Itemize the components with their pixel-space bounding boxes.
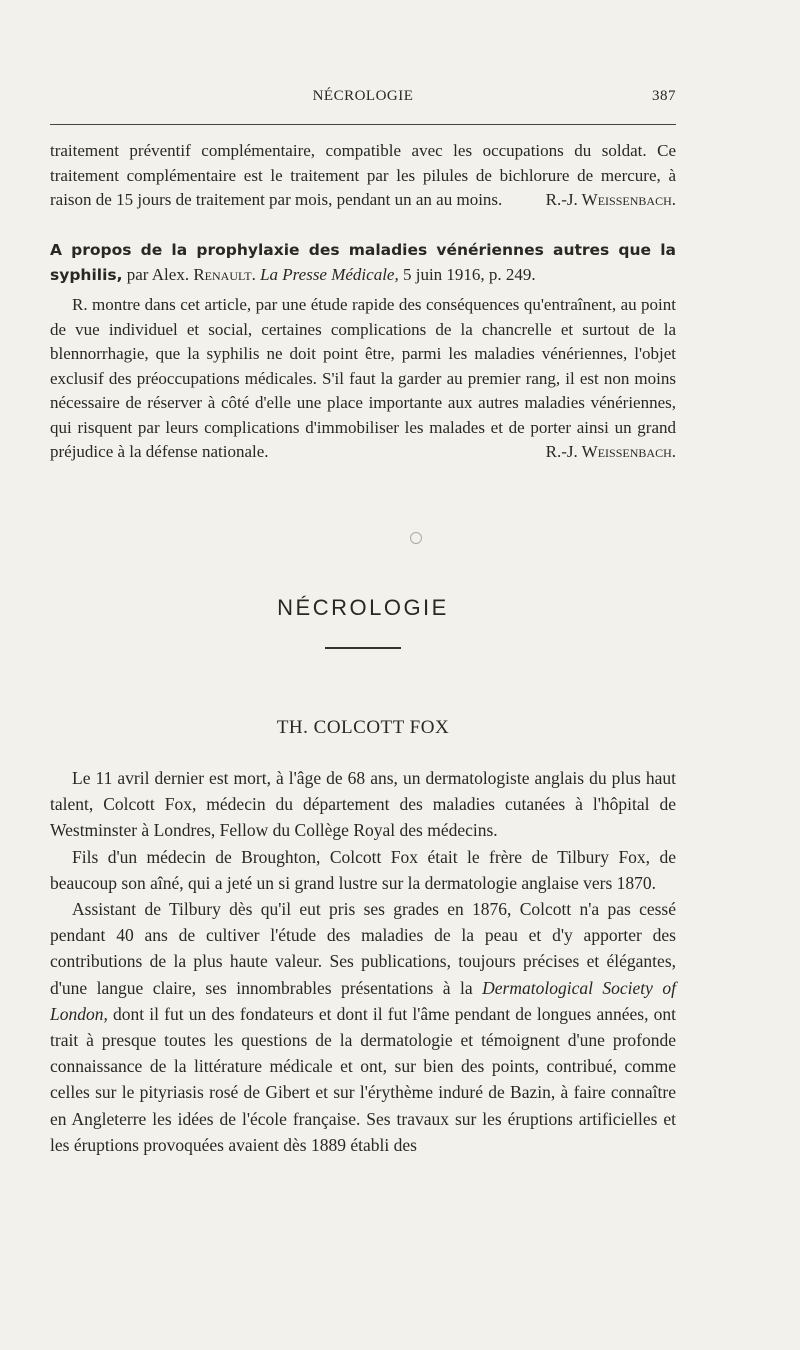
obituary-paragraph-part: Assistant de Tilbury dès qu'il eut pris ses grades en 1876, Colcott n'a pas cessé pendant 40 ans de cultiver l'étude des maladies de la peau et d'y apporter des contributions de la plus haute valeur. Ses publications, toujours précises et élégantes, d'une langue claire, ses innombrables présentations à la	[50, 899, 676, 998]
running-head	[50, 88, 676, 110]
continuation-signature: R.-J. Weissenbach.	[545, 190, 676, 209]
review-entry	[50, 238, 676, 465]
header-rule	[50, 124, 676, 125]
continuation-paragraph	[50, 139, 676, 213]
page-number: 387	[652, 88, 676, 104]
review-journal: La Presse Médicale,	[260, 264, 399, 284]
review-signature: R.-J. Weissenbach.	[545, 442, 676, 461]
section-heading: NÉCROLOGIE	[277, 595, 449, 620]
obituary-paragraph: Le 11 avril dernier est mort, à l'âge de 68 ans, un dermatologiste anglais du plus haut talent, Colcott Fox, médecin du département des maladies cutanées à l'hôpital de Westminster à Londres, Fellow du Collège Royal des médecins.	[50, 768, 676, 841]
review-date: 5 juin 1916, p. 249.	[402, 264, 536, 284]
obituary-title: TH. COLCOTT FOX	[276, 717, 450, 738]
society-name: Dermatological Society of London,	[50, 977, 677, 1024]
obituary-paragraph: Fils d'un médecin de Broughton, Colcott Fox était le frère de Tilbury Fox, de beaucoup son aîné, qui a jeté un si grand lustre sur la dermatologie anglaise vers 1870.	[50, 846, 676, 893]
continuation-text: traitement préventif complémentaire, compatible avec les occupations du soldat. Ce traitement complémentaire est le traitement par les pilules de bichlorure de mercure, à raison de 15 jours de traitement par mois, pendant un an au moins.	[50, 141, 676, 209]
obituary-paragraph	[50, 896, 676, 1158]
obituary-body	[50, 765, 676, 1158]
page-mark	[410, 532, 422, 544]
review-text: R. montre dans cet article, par une étude rapide des conséquences qu'entraînent, au point de vue individuel et social, certaines complications de la chancrelle et surtout de la blennorrhagie, que la syphilis ne doit point être, parmi les maladies vénériennes, l'objet exclusif des préoccupations médicales. S'il faut la garder au premier rang, il est non moins nécessaire de réserver à côté d'elle une place importante aux autres maladies vénériennes, qui risquent par leurs complications d'immobiliser les malades et de porter ainsi un grand préjudice à la défense nationale.	[50, 295, 676, 461]
review-author: Renault.	[193, 264, 256, 284]
running-title: NÉCROLOGIE	[312, 88, 414, 104]
review-title: A propos de la prophylaxie des maladies vénériennes autres que la syphilis,	[50, 241, 676, 284]
section-rule	[325, 647, 401, 649]
obituary-paragraph-part: dont il fut un des fondateurs et dont il fut l'âme pendant de longues années, ont trait à presque toutes les questions de la dermatologie et témoignent d'une profonde connaissance de la littérature médicale et ont, sur bien des points, contribué, comme celles sur le pityriasis rosé de Gibert et sur l'érythème induré de Bazin, à faire connaître en Angleterre les idées de l'école française. Ses travaux sur les éruptions artificielles et les éruptions provoquées avaient dès 1889 établi des	[50, 1003, 676, 1155]
review-author-prefix: par Alex.	[126, 264, 190, 284]
